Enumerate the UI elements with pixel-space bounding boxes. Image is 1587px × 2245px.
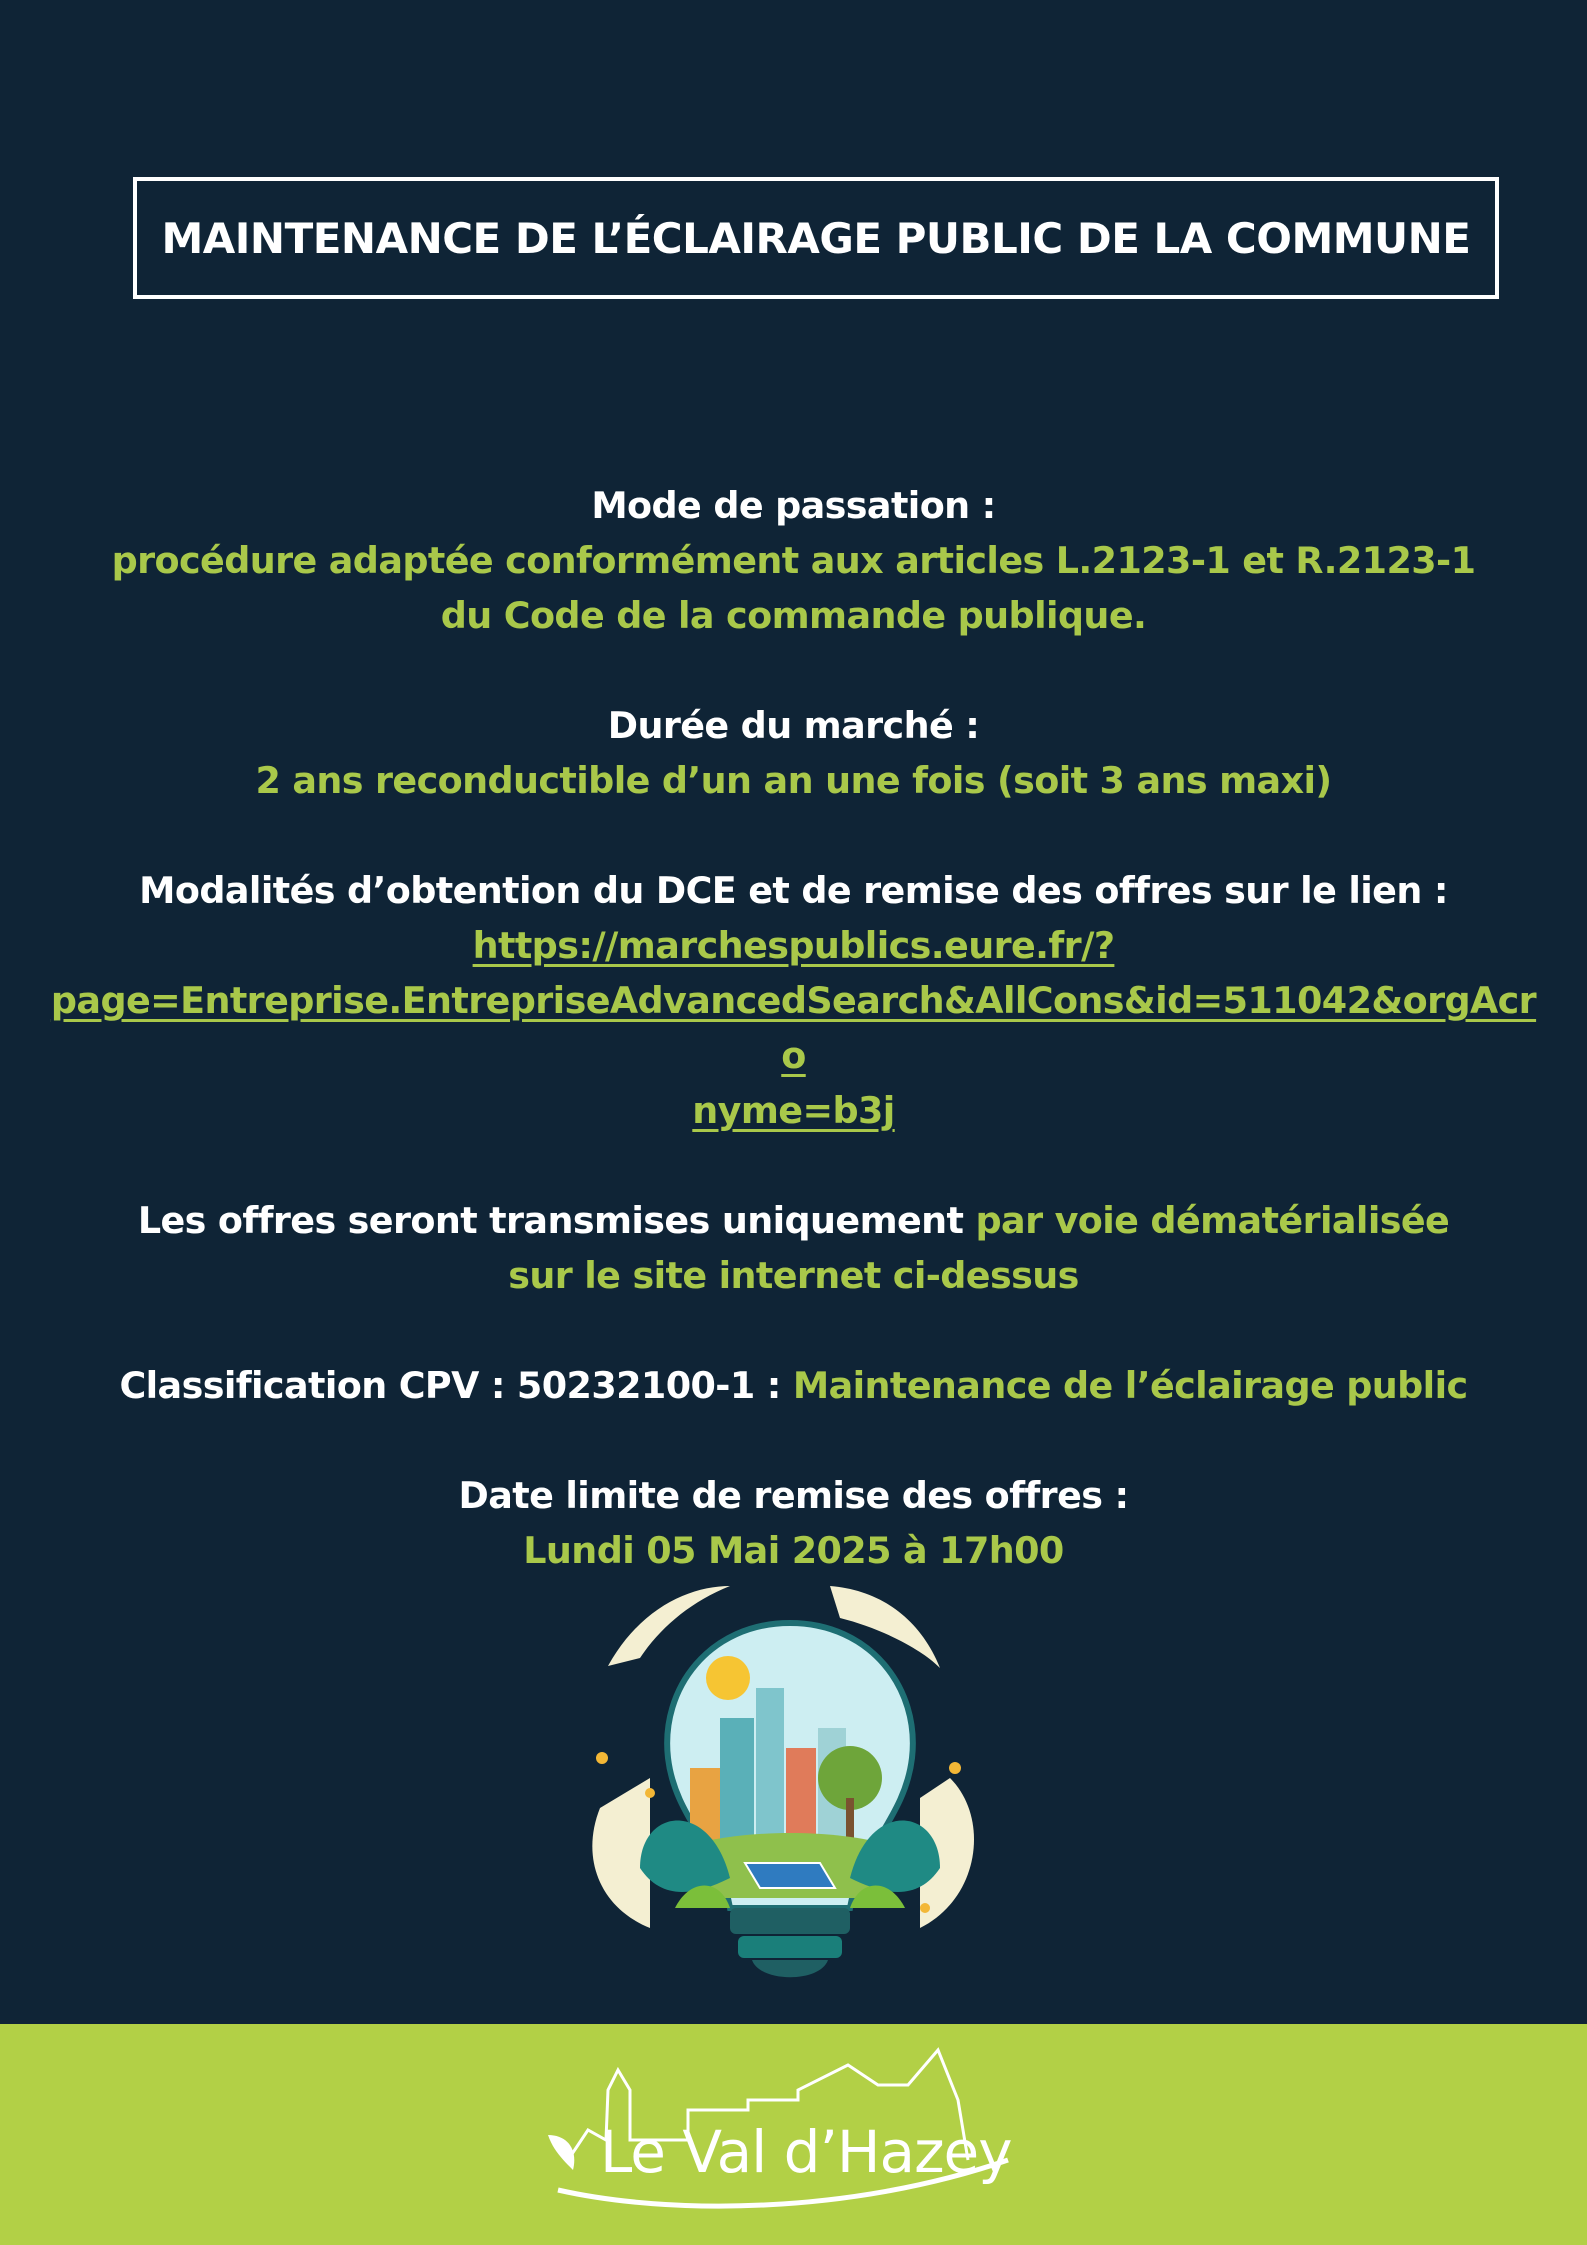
title-box: [133, 177, 1499, 299]
dce-link[interactable]: [40, 918, 1547, 1138]
duree-value: 2 ans reconductible d’un an une fois (soit 3 ans maxi): [255, 759, 1332, 802]
offres-section: [114, 1193, 1474, 1303]
date-section: [40, 1468, 1547, 1578]
passation-label: Mode de passation :: [591, 484, 996, 527]
duree-section: [40, 698, 1547, 808]
dce-link-part2: page=Entreprise.EntrepriseAdvancedSearch&AllCons&id=511042&orgAcro: [50, 979, 1537, 1077]
date-label: Date limite de remise des offres :: [458, 1474, 1129, 1517]
duree-label: Durée du marché :: [607, 704, 980, 747]
offres-highlight: par voie dématérialisée sur le site internet ci-dessus: [508, 1199, 1450, 1297]
dce-link-part3: nyme=b3j: [692, 1089, 895, 1132]
cpv-label: Classification CPV : 50232100-1 :: [119, 1364, 793, 1407]
cpv-section: [40, 1358, 1547, 1413]
page-title: MAINTENANCE DE L’ÉCLAIRAGE PUBLIC DE LA COMMUNE: [161, 213, 1471, 263]
main-content: [40, 478, 1547, 1578]
modalites-section: [40, 863, 1547, 1138]
cpv-value: Maintenance de l’éclairage public: [792, 1364, 1468, 1407]
passation-value: procédure adaptée conformément aux articles L.2123-1 et R.2123-1 du Code de la commande publique.: [111, 539, 1476, 637]
modalites-label: Modalités d’obtention du DCE et de remise des offres sur le lien :: [139, 869, 1448, 912]
date-value: Lundi 05 Mai 2025 à 17h00: [523, 1529, 1064, 1572]
logo-text: Le Val d’Hazey: [600, 2118, 1012, 2186]
lightbulb-city-illustration: [580, 1578, 1000, 2018]
dce-link-part1: https://marchespublics.eure.fr/?: [472, 924, 1115, 967]
offres-text: Les offres seront transmises uniquement: [137, 1199, 976, 1242]
passation-section: [40, 478, 1547, 643]
